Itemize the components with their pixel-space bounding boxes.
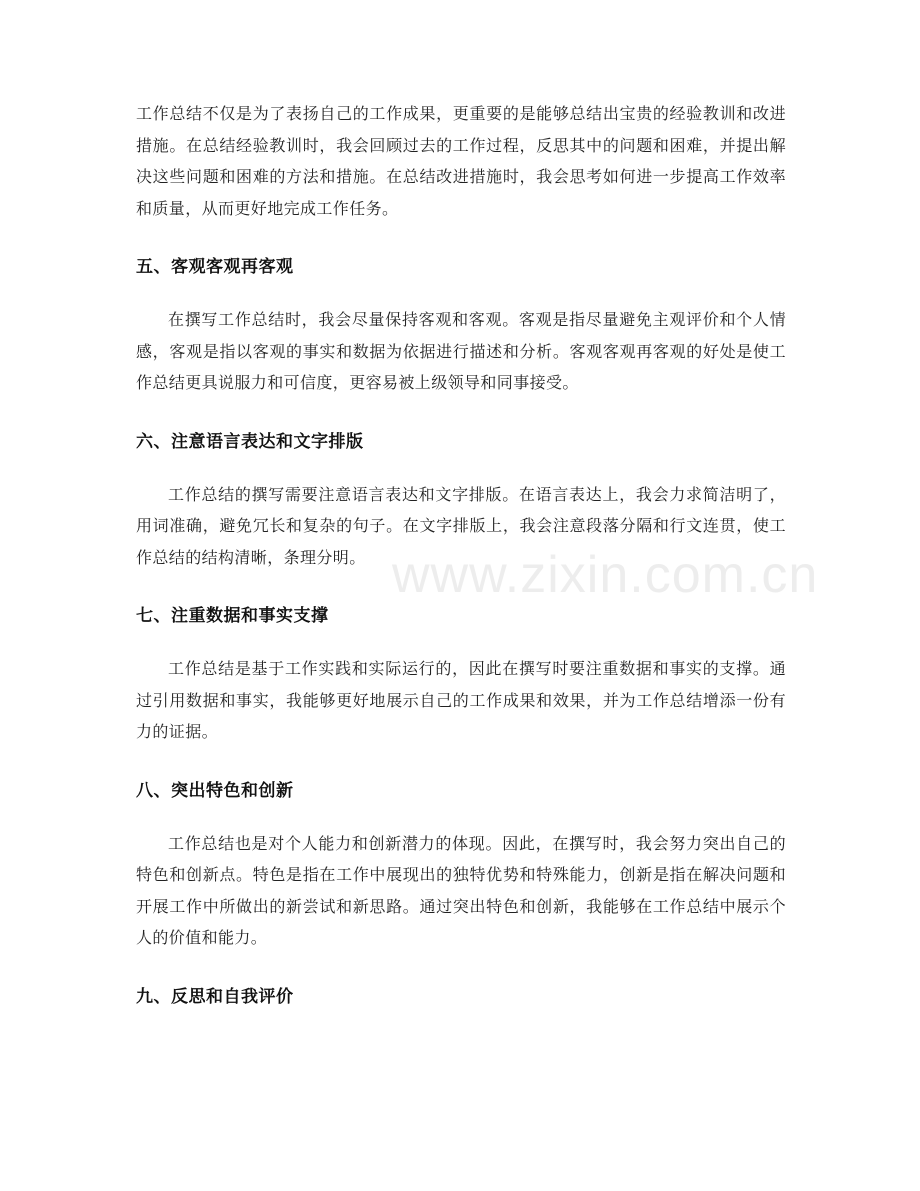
heading-section-9: 九、反思和自我评价	[136, 986, 294, 1007]
heading-section-6: 六、注意语言表达和文字排版	[136, 431, 364, 452]
watermark: www.zixin.com.cn	[392, 546, 819, 604]
paragraph-section-8: 工作总结也是对个人能力和创新潜力的体现。因此，在撰写时，我会努力突出自己的特色和创新点。特色是指在工作中展现出的独特优势和特殊能力，创新是指在解决问题和开展工作中所做出的新尝试和新思路。通过突出特色和创新，我能够在工作总结中展示个人的价值和能力。	[136, 833, 786, 947]
paragraph-section-5: 在撰写工作总结时，我会尽量保持客观和客观。客观是指尽量避免主观评价和个人情感，客观是指以客观的事实和数据为依据进行描述和分析。客观客观再客观的好处是使工作总结更具说服力和可信度，更容易被上级领导和同事接受。	[136, 310, 786, 392]
paragraph-section-7: 工作总结是基于工作实践和实际运行的，因此在撰写时要注重数据和事实的支撑。通过引用数据和事实，我能够更好地展示自己的工作成果和效果，并为工作总结增添一份有力的证据。	[136, 659, 786, 741]
document-body	[136, 98, 786, 1034]
heading-section-7: 七、注重数据和事实支撑	[136, 606, 329, 626]
paragraph-intro-continued: 工作总结不仅是为了表扬自己的工作成果，更重要的是能够总结出宝贵的经验教训和改进措施。在总结经验教训时，我会回顾过去的工作过程，反思其中的问题和困难，并提出解决这些问题和困难的方法和措施。在总结改进措施时，我会思考如何进一步提高工作效率和质量，从而更好地完成工作任务。	[136, 104, 786, 218]
heading-section-8: 八、突出特色和创新	[136, 780, 294, 801]
heading-section-5: 五、客观客观再客观	[136, 257, 294, 277]
paragraph-section-6: 工作总结的撰写需要注意语言表达和文字排版。在语言表达上，我会力求简洁明了，用词准确，避免冗长和复杂的句子。在文字排版上，我会注意段落分隔和行文连贯，使工作总结的结构清晰，条理分明。	[136, 484, 786, 567]
